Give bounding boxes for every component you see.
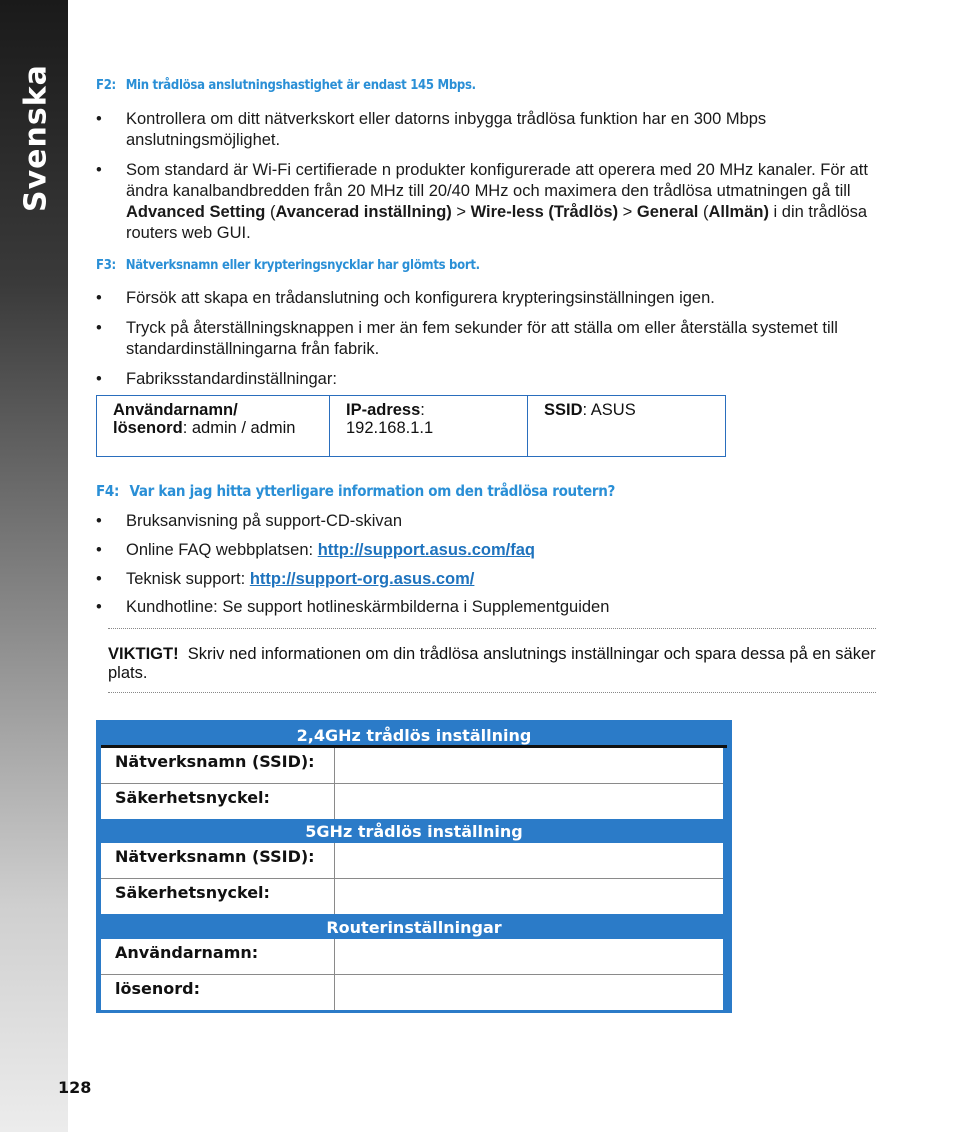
defaults-ssid-cell	[528, 396, 726, 457]
f2-bullet-2-text: Som standard är Wi-Fi certifierade n produkter konfigurerade att operera med 20 MHz kanaler. För att ändra kanalbandbredden från 20 MHz till 20/40 MHz och maximera den trådlösa utmatningen gå till Advanced Setting (Avancerad inställning) > Wire-less (Trådlös) > General (Allmän) i din trådlösa routers web GUI.	[126, 161, 868, 242]
row-24ghz-key-value[interactable]	[336, 784, 723, 819]
f4-bullet-3	[96, 569, 876, 590]
faq-link[interactable]: http://support.asus.com/faq	[317, 541, 535, 559]
faq-f3-number: F3:	[96, 258, 116, 273]
support-link[interactable]: http://support-org.asus.com/	[249, 570, 475, 588]
bullet-dot: •	[96, 570, 102, 588]
section-router-title: Routerinställningar	[326, 918, 502, 937]
avancerad-term: Avancerad inställning)	[275, 203, 452, 221]
row-5ghz-ssid	[101, 843, 723, 878]
f4-bullet-2-pre: Online FAQ webbplatsen:	[126, 541, 318, 559]
divider-top	[108, 628, 876, 629]
row-router-pass	[101, 975, 723, 1010]
f3-bullet-1-text: Försök att skapa en trådanslutning och konfigurera krypteringsinställningen igen.	[126, 289, 715, 307]
row-router-user-label: Användarnamn:	[101, 939, 335, 974]
f4-bullet-1-text: Bruksanvisning på support-CD-skivan	[126, 512, 403, 530]
faq-f4-number: F4:	[96, 482, 120, 500]
faq-f2-number: F2:	[96, 78, 116, 93]
defaults-user-label: Användarnamn/ lösenord	[113, 401, 238, 437]
important-note	[108, 645, 878, 683]
defaults-ip-label: IP-adress	[346, 401, 421, 419]
row-router-pass-value[interactable]	[336, 975, 723, 1010]
f2-bullet-2-pre: Som standard är Wi-Fi certifierade n produkter konfigurerade att operera med 20 MHz kanaler. För att ändra kanalbandbredden från 20 MHz till 20/40 MHz och maximera den trådlösa utmatningen gå till	[126, 161, 868, 200]
row-router-user-value[interactable]	[336, 939, 723, 974]
faq-f4-question: Var kan jag hitta ytterligare information om den trådlösa routern?	[129, 482, 616, 500]
f4-bullet-3-pre: Teknisk support:	[126, 570, 250, 588]
general-term: General	[636, 203, 699, 221]
divider-bottom	[108, 692, 876, 693]
f3-bullet-3	[96, 369, 876, 390]
defaults-ssid-label: SSID	[544, 401, 583, 419]
row-5ghz-key-value[interactable]	[336, 879, 723, 914]
row-24ghz-ssid	[101, 748, 723, 783]
f3-bullet-2-text: Tryck på återställningsknappen i mer än fem sekunder för att ställa om eller återställa systemet till standardinställningarna från fabrik.	[126, 319, 838, 358]
row-5ghz-key	[101, 879, 723, 914]
faq-f4-heading	[96, 482, 615, 500]
faq-f3-heading	[96, 258, 480, 273]
settings-record-table	[96, 720, 732, 1013]
f3-bullet-1	[96, 288, 876, 309]
important-text: Skriv ned informationen om din trådlösa anslutnings inställningar och spara dessa på en säker plats.	[108, 645, 876, 682]
section-24ghz-title: 2,4GHz trådlös inställning	[296, 726, 532, 745]
row-5ghz-key-label: Säkerhetsnyckel:	[101, 879, 335, 914]
f4-bullet-1	[96, 511, 876, 532]
f4-bullet-2	[96, 540, 876, 561]
row-24ghz-key	[101, 784, 723, 819]
page-number: 128	[58, 1078, 92, 1097]
defaults-user-cell	[97, 396, 330, 457]
bullet-dot: •	[96, 319, 102, 337]
important-label: VIKTIGT!	[108, 645, 179, 663]
bullet-dot: •	[96, 161, 102, 179]
row-5ghz-ssid-label: Nätverksnamn (SSID):	[101, 843, 335, 878]
f3-bullet-2	[96, 318, 876, 360]
section-5ghz-title: 5GHz trådlös inställning	[305, 822, 523, 841]
bullet-dot: •	[96, 512, 102, 530]
bullet-dot: •	[96, 598, 102, 616]
f4-bullet-4	[96, 597, 876, 618]
bullet-dot: •	[96, 541, 102, 559]
faq-f3-question: Nätverksnamn eller krypteringsnycklar har glömts bort.	[125, 258, 480, 273]
f4-bullet-2-text	[126, 540, 876, 561]
row-5ghz-ssid-value[interactable]	[336, 843, 723, 878]
advanced-setting-term: Advanced Setting	[126, 203, 266, 221]
f2-bullet-1-text: Kontrollera om ditt nätverkskort eller datorns inbygga trådlösa funktion har en 300 Mbps anslutningsmöjlighet.	[126, 110, 767, 149]
f2-bullet-2	[96, 160, 876, 244]
f4-bullet-4-text: Kundhotline: Se support hotlineskärmbilderna i Supplementguiden	[126, 598, 610, 616]
defaults-ssid-value: : ASUS	[582, 401, 636, 419]
f2-bullet-1	[96, 109, 876, 151]
f2-bullet-2-post: i din trådlösa routers web GUI.	[126, 203, 868, 242]
row-router-pass-label: lösenord:	[101, 975, 335, 1010]
allman-term: Allmän)	[708, 203, 769, 221]
row-24ghz-key-label: Säkerhetsnyckel:	[101, 784, 335, 819]
bullet-dot: •	[96, 370, 102, 388]
f4-bullet-3-text	[126, 569, 876, 590]
defaults-ip-value: : 192.168.1.1	[346, 401, 434, 437]
row-24ghz-ssid-value[interactable]	[336, 748, 723, 783]
wireless-term: Wire-less (Trådlös)	[470, 203, 619, 221]
defaults-ip-cell	[330, 396, 528, 457]
bullet-dot: •	[96, 289, 102, 307]
faq-f2-heading	[96, 78, 476, 93]
faq-f2-question: Min trådlösa anslutningshastighet är endast 145 Mbps.	[125, 78, 476, 93]
defaults-user-value: : admin / admin	[182, 419, 296, 437]
row-router-user	[101, 939, 723, 974]
language-sidebar	[0, 0, 68, 1132]
bullet-dot: •	[96, 110, 102, 128]
row-24ghz-ssid-label: Nätverksnamn (SSID):	[101, 748, 335, 783]
f3-bullet-3-text: Fabriksstandardinställningar:	[126, 370, 337, 388]
sidebar-language-label: Svenska	[18, 64, 54, 212]
factory-defaults-table	[96, 395, 726, 457]
